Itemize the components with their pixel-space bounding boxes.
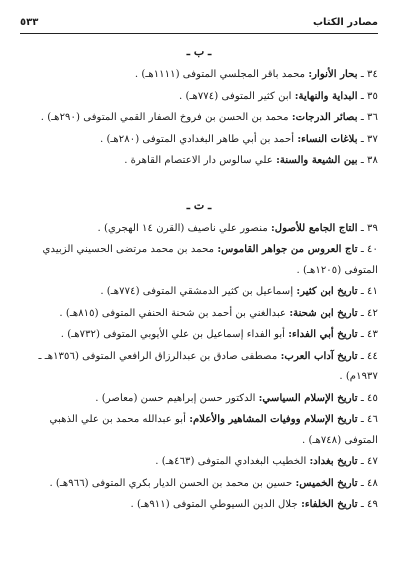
- entry-title: تاريخ الخلفاء:: [301, 498, 358, 510]
- entry-number: ٤٥: [367, 392, 378, 404]
- bibliography-entry: ٣٦ ـ بصائر الدرجات: محمد بن الحسن بن فروخ الصفار القمي المتوفى (٢٩٠هـ) .: [40, 111, 378, 123]
- section-gap: [20, 172, 378, 194]
- bibliography-entry: ٣٤ ـ بحار الأنوار: محمد باقر المجلسي المتوفى (١١١١هـ) .: [134, 68, 378, 80]
- entry-title: تاج العروس من جواهر القاموس:: [217, 243, 358, 255]
- bibliography-entry: ٤١ ـ تاريخ ابن كثير: إسماعيل بن كثير الدمشقي المتوفى (٧٧٤هـ) .: [100, 285, 378, 297]
- entry-title: بين الشيعة والسنة:: [276, 154, 358, 166]
- bibliography-entry: ٤٢ ـ تاريخ ابن شحنة: عبدالغني بن أحمد بن شحنة الحنفي المتوفى (٨١٥هـ) .: [59, 306, 378, 319]
- section-heading-ba: ـ ب ـ: [186, 45, 212, 58]
- entry-number: ٤٢: [367, 307, 378, 319]
- header-rule: [20, 33, 378, 34]
- entry-title: تاريخ بغداد:: [309, 455, 358, 467]
- entry-details: إسماعيل بن كثير الدمشقي المتوفى (٧٧٤هـ) .: [100, 286, 297, 297]
- entry-number: ٣٤: [367, 69, 378, 80]
- entry-number: ٣٩: [367, 222, 378, 234]
- bibliography-entry: ٣٧ ـ بلاغات النساء: أحمد بن أبي طاهر البغدادي المتوفى (٢٨٠هـ) .: [99, 132, 378, 145]
- entry-number: ٤٩: [367, 499, 378, 510]
- page-number: ٥٣٣: [20, 16, 39, 28]
- entry-number: ٣٥: [367, 90, 378, 102]
- bibliography-entry: ٤٣ ـ تاريخ أبي الفداء: أبو الفداء إسماعيل بن علي الأيوبي المتوفى (٧٣٢هـ) .: [60, 328, 378, 340]
- entry-title: تاريخ ابن كثير:: [296, 285, 358, 297]
- entry-title: بصائر الدرجات:: [291, 111, 358, 123]
- bibliography-list: [20, 40, 378, 516]
- entry-details: حسين بن محمد بن الحسن الديار بكري المتوفى (٩٦٦هـ) .: [49, 477, 296, 489]
- bibliography-entry: ٤٨ ـ تاريخ الخميس: حسين بن محمد بن الحسن الديار بكري المتوفى (٩٦٦هـ) .: [49, 476, 378, 489]
- entry-details: مصطفى صادق بن عبدالرزاق الرافعي المتوفى (١٣٥٦هـ ـ ١٩٣٧م) .: [38, 350, 378, 382]
- entry-number: ٤٤: [367, 350, 378, 362]
- entry-title: تاريخ الإسلام ووفيات المشاهير والأعلام:: [189, 413, 358, 425]
- entry-number: ٤١: [367, 286, 378, 297]
- entry-details: جلال الدين السيوطي المتوفى (٩١١هـ) .: [130, 499, 302, 510]
- entry-details: محمد باقر المجلسي المتوفى (١١١١هـ) .: [134, 69, 309, 80]
- entry-number: ٣٨: [367, 155, 378, 166]
- entry-details: محمد بن الحسن بن فروخ الصفار القمي المتوفى (٢٩٠هـ) .: [40, 112, 292, 123]
- entry-title: تاريخ ابن شحنة:: [289, 306, 358, 319]
- section-heading-ta: ـ ت ـ: [186, 198, 212, 212]
- entry-title: بحار الأنوار:: [308, 68, 358, 80]
- entry-title: تاريخ آداب العرب:: [280, 349, 358, 362]
- entry-number: ٤٦: [367, 414, 378, 425]
- entry-details: ابن كثير المتوفى (٧٧٤هـ) .: [179, 90, 295, 102]
- entry-details: منصور علي ناصيف (القرن ١٤ الهجري) .: [97, 222, 272, 234]
- entry-number: ٣٦: [367, 112, 378, 123]
- bibliography-entry: ٣٥ ـ البداية والنهاية: ابن كثير المتوفى (٧٧٤هـ) .: [179, 89, 378, 102]
- entry-title: التاج الجامع للأصول:: [271, 221, 358, 234]
- bibliography-entry: ٤٦ ـ تاريخ الإسلام ووفيات المشاهير والأعلام: أبو عبدالله محمد بن علي الذهبي المتوفى (٧٤٨هـ) .: [49, 413, 378, 446]
- entry-details: عبدالغني بن أحمد بن شحنة الحنفي المتوفى (٨١٥هـ) .: [59, 307, 290, 319]
- entry-title: تاريخ أبي الفداء:: [288, 328, 358, 340]
- entry-title: تاريخ الخميس:: [295, 476, 358, 489]
- bibliography-entry: ٤٠ ـ تاج العروس من جواهر القاموس: محمد بن محمد مرتضى الحسيني الزبيدي المتوفى (١٢٠٥هـ) .: [42, 243, 378, 276]
- entry-title: تاريخ الإسلام السياسي:: [258, 391, 358, 404]
- entry-details: الدكتور حسن إبراهيم حسن (معاصر) .: [95, 392, 259, 404]
- bibliography-entry: ٣٩ ـ التاج الجامع للأصول: منصور علي ناصيف (القرن ١٤ الهجري) .: [97, 221, 378, 234]
- bibliography-entry: ٤٤ ـ تاريخ آداب العرب: مصطفى صادق بن عبدالرزاق الرافعي المتوفى (١٣٥٦هـ ـ ١٩٣٧م) .: [38, 349, 378, 382]
- page-header: [20, 14, 378, 30]
- bibliography-entry: ٤٧ ـ تاريخ بغداد: الخطيب البغدادي المتوفى (٤٦٣هـ) .: [155, 455, 378, 467]
- entry-details: محمد بن محمد مرتضى الحسيني الزبيدي المتوفى (١٢٠٥هـ) .: [42, 244, 378, 276]
- entry-title: بلاغات النساء:: [297, 132, 358, 145]
- bibliography-entry: ٣٨ ـ بين الشيعة والسنة: علي سالوس دار الاعتصام القاهرة .: [124, 154, 378, 166]
- entry-details: أبو عبدالله محمد بن علي الذهبي المتوفى (٧٤٨هـ) .: [49, 414, 378, 446]
- entry-number: ٤٨: [367, 477, 378, 489]
- running-title: مصادر الكتاب: [312, 16, 378, 28]
- bibliography-entry: ٤٥ ـ تاريخ الإسلام السياسي: الدكتور حسن إبراهيم حسن (معاصر) .: [95, 391, 378, 404]
- entry-number: ٤٣: [367, 329, 378, 340]
- entry-details: أحمد بن أبي طاهر البغدادي المتوفى (٢٨٠هـ) .: [99, 133, 298, 145]
- entry-details: أبو الفداء إسماعيل بن علي الأيوبي المتوفى (٧٣٢هـ) .: [60, 329, 289, 340]
- entry-number: ٤٠: [367, 244, 378, 255]
- entry-title: البداية والنهاية:: [294, 89, 358, 102]
- entry-details: علي سالوس دار الاعتصام القاهرة .: [124, 155, 277, 166]
- entry-number: ٣٧: [367, 133, 378, 145]
- entry-details: الخطيب البغدادي المتوفى (٤٦٣هـ) .: [155, 456, 310, 467]
- entry-number: ٤٧: [367, 456, 378, 467]
- bibliography-entry: ٤٩ ـ تاريخ الخلفاء: جلال الدين السيوطي المتوفى (٩١١هـ) .: [130, 498, 378, 510]
